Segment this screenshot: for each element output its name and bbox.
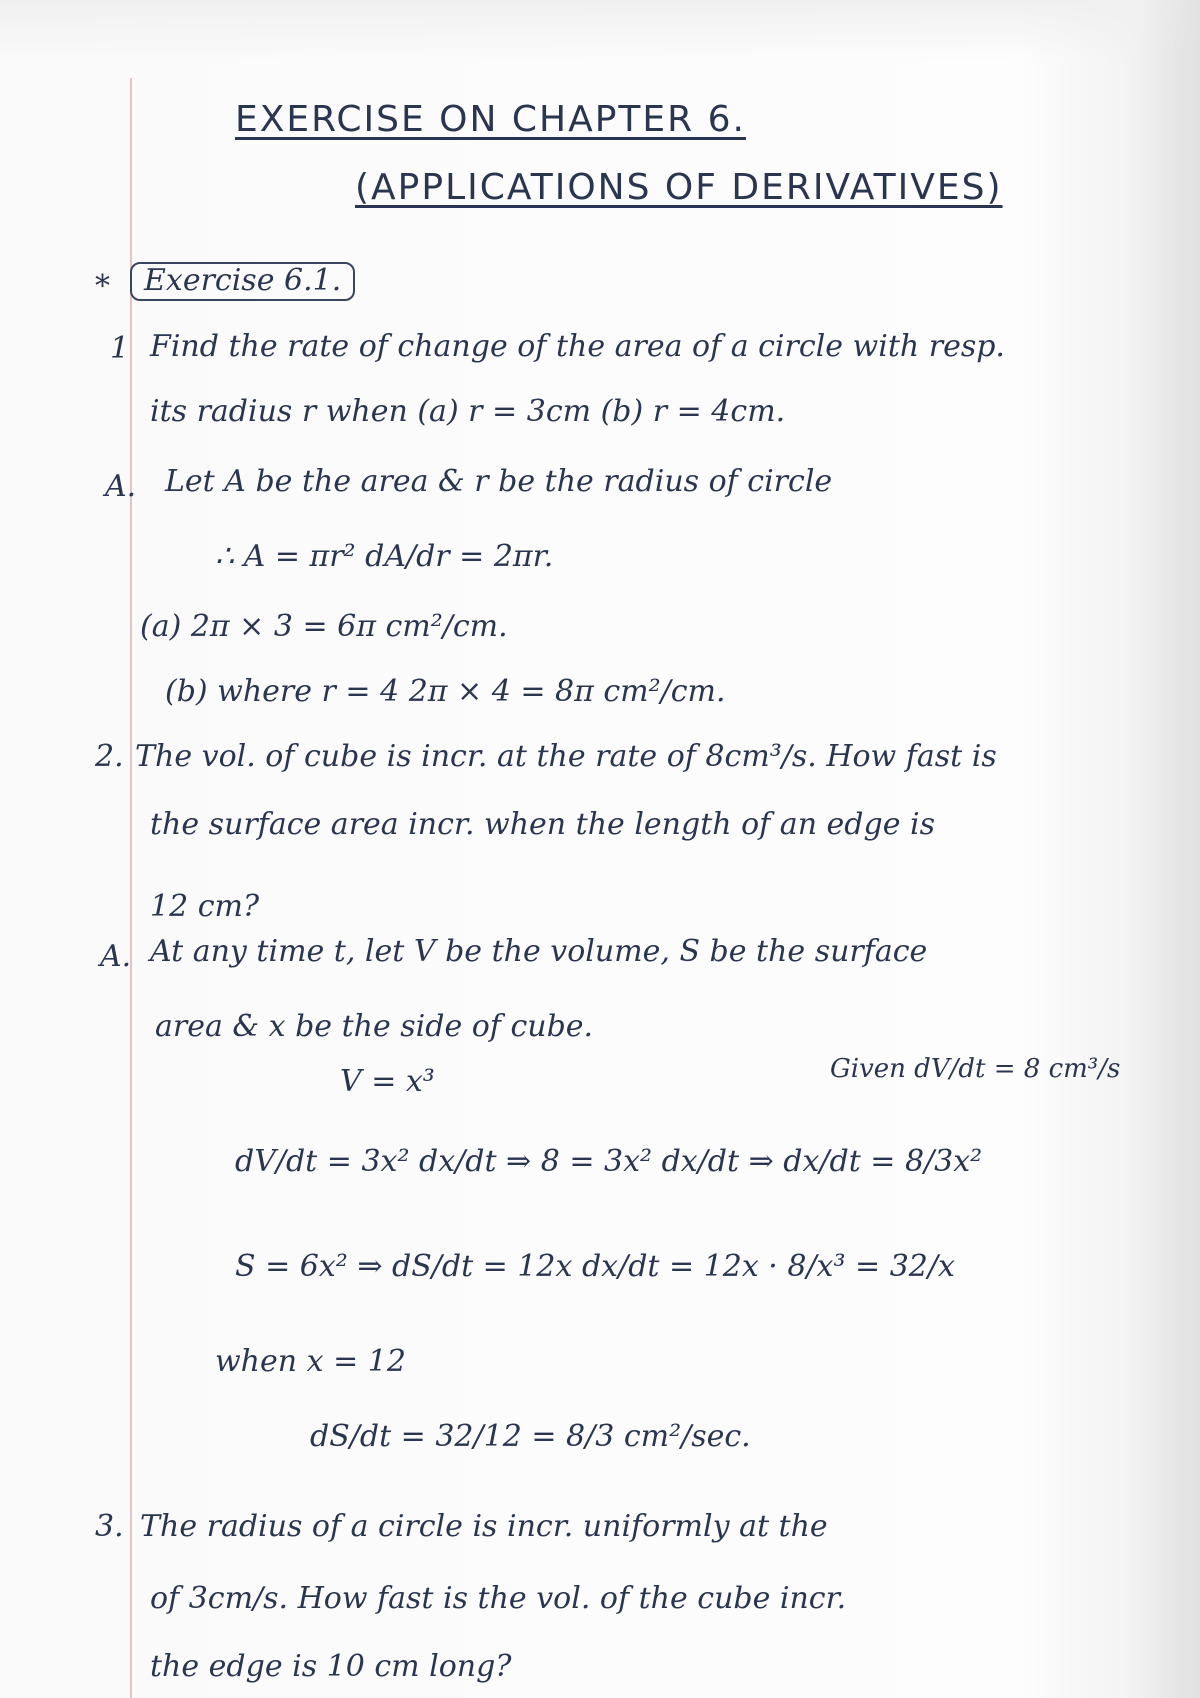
page-subtitle: (APPLICATIONS OF DERIVATIVES) <box>355 167 1003 208</box>
q1-number: 1 <box>110 331 130 366</box>
a2-line2: area & x be the side of cube. <box>155 1009 594 1044</box>
q2-line2: the surface area incr. when the length of an edge is <box>150 807 935 842</box>
a2-line4: dV/dt = 3x² dx/dt ⇒ 8 = 3x² dx/dt ⇒ dx/dt = 8/3x² <box>235 1144 983 1179</box>
a2-line5: S = 6x² ⇒ dS/dt = 12x dx/dt = 12x · 8/x³ = 32/x <box>235 1249 955 1284</box>
q3-line2: of 3cm/s. How fast is the vol. of the cube incr. <box>150 1581 847 1616</box>
q3-line1: The radius of a circle is incr. uniformly at the <box>140 1509 828 1544</box>
a1-line1: Let A be the area & r be the radius of circle <box>165 464 833 499</box>
q2-line3: 12 cm? <box>150 889 260 924</box>
margin-line <box>130 78 132 1698</box>
a2-marker: A. <box>100 939 132 974</box>
star-mark: * <box>95 269 110 304</box>
a1-line2: ∴ A = πr² dA/dr = 2πr. <box>215 539 554 574</box>
q1-line1: Find the rate of change of the area of a circle with resp. <box>150 329 1005 364</box>
q3-line3: the edge is 10 cm long? <box>150 1649 512 1684</box>
a2-given: Given dV/dt = 8 cm³/s <box>830 1054 1121 1084</box>
page-title: EXERCISE ON CHAPTER 6. <box>235 99 746 140</box>
exercise-label: Exercise 6.1. <box>130 262 355 301</box>
q3-number: 3. <box>95 1509 124 1544</box>
q2-number: 2. <box>95 739 124 774</box>
a2-line3: V = x³ <box>340 1064 435 1099</box>
a2-line7: dS/dt = 32/12 = 8/3 cm²/sec. <box>310 1419 751 1454</box>
q2-line1: The vol. of cube is incr. at the rate of 8cm³/s. How fast is <box>135 739 997 774</box>
a1-marker: A. <box>105 469 137 504</box>
q1-line2: its radius r when (a) r = 3cm (b) r = 4cm. <box>150 394 786 429</box>
a2-line6: when x = 12 <box>215 1344 406 1379</box>
a2-line1: At any time t, let V be the volume, S be the surface <box>150 934 928 969</box>
a1-line3: (a) 2π × 3 = 6π cm²/cm. <box>140 609 508 644</box>
a1-line4: (b) where r = 4 2π × 4 = 8π cm²/cm. <box>165 674 726 709</box>
